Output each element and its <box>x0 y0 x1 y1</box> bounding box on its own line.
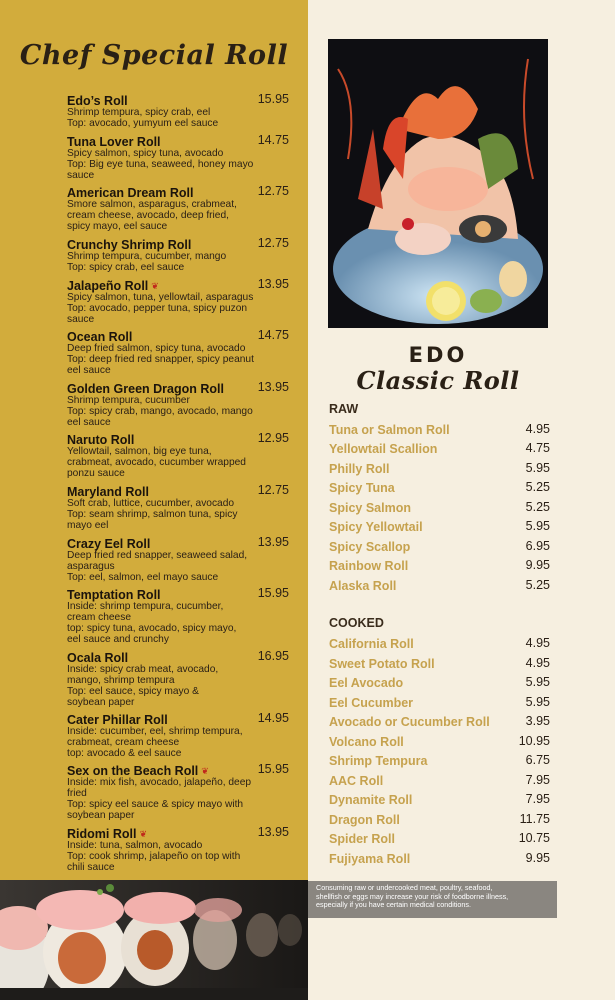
item-name: Fujiyama Roll <box>329 852 411 866</box>
menu-item <box>67 380 289 428</box>
item-price: 15.95 <box>257 762 289 776</box>
item-name: Shrimp Tempura <box>329 754 428 768</box>
item-description: Inside: mix fish, avocado, jalapeño, deep fried Top: spicy eel sauce & spicy mayo with soybean paper <box>67 777 252 821</box>
item-name: Volcano Roll <box>329 735 404 749</box>
item-name: Spicy Scallop <box>329 540 411 554</box>
item-description: Shrimp tempura, spicy crab, eel Top: avocado, yumyum eel sauce <box>67 107 219 129</box>
item-name: Eel Avocado <box>329 676 404 690</box>
item-name: Crunchy Shrimp Roll <box>67 238 192 252</box>
menu-item <box>67 328 289 376</box>
list-item <box>329 518 550 534</box>
item-price: 13.95 <box>257 277 289 291</box>
menu-item <box>67 133 289 181</box>
food-safety-disclaimer: Consuming raw or undercooked meat, poultry, seafood, shellfish or eggs may increase your risk of foodborne illness, especially if you have certain medical conditions. <box>308 881 557 918</box>
item-description: Inside: cucumber, eel, shrimp tempura, crabmeat, cream cheese top: avocado & eel sauce <box>67 726 243 759</box>
item-price: 6.75 <box>525 753 550 767</box>
list-item <box>329 713 550 729</box>
item-name: Philly Roll <box>329 462 390 476</box>
item-name: Spicy Yellowtail <box>329 520 423 534</box>
item-name: Dynamite Roll <box>329 793 413 807</box>
menu-item <box>67 762 289 821</box>
list-item <box>329 694 550 710</box>
item-name: American Dream Roll <box>67 186 194 200</box>
item-description: Deep fried red snapper, seaweed salad, asparagus Top: eel, salmon, eel mayo sauce <box>67 550 248 583</box>
item-price: 13.95 <box>257 535 289 549</box>
item-price: 4.95 <box>525 636 550 650</box>
item-price: 16.95 <box>257 649 289 663</box>
item-price: 5.95 <box>525 695 550 709</box>
item-price: 10.95 <box>518 734 550 748</box>
item-price: 4.95 <box>525 422 550 436</box>
chili-pepper-icon: ❦ <box>201 766 209 776</box>
item-price: 7.95 <box>525 773 550 787</box>
item-description: Inside: shrimp tempura, cucumber, cream cheese top: spicy tuna, avocado, spicy mayo, eel sauce and crunchy <box>67 601 237 645</box>
item-description: Inside: spicy crab meat, avocado, mango, shrimp tempura Top: eel sauce, spicy mayo & soybean paper <box>67 664 219 708</box>
item-name: Spicy Tuna <box>329 481 395 495</box>
list-item <box>329 499 550 515</box>
item-price: 3.95 <box>525 714 550 728</box>
menu-item <box>67 483 289 531</box>
menu-item <box>67 535 289 583</box>
item-description: Smore salmon, asparagus, crabmeat, cream cheese, avocado, deep fried, spicy mayo, eel sauce <box>67 199 237 232</box>
menu-item <box>67 431 289 479</box>
item-price: 5.95 <box>525 675 550 689</box>
item-name: Jalapeño Roll <box>67 279 149 293</box>
list-item <box>329 791 550 807</box>
item-price: 5.25 <box>525 500 550 514</box>
item-name: Sweet Potato Roll <box>329 657 435 671</box>
classic-roll-title: Classic Roll <box>356 366 520 395</box>
list-item <box>329 557 550 573</box>
list-item <box>329 440 550 456</box>
list-item <box>329 674 550 690</box>
item-name: Alaska Roll <box>329 579 397 593</box>
item-price: 11.75 <box>519 812 550 826</box>
sushi-roll-photo <box>0 880 308 1000</box>
menu-item <box>67 184 289 232</box>
item-name: Avocado or Cucumber Roll <box>329 715 490 729</box>
raw-heading: RAW <box>329 402 359 416</box>
list-item <box>329 655 550 671</box>
item-name: Naruto Roll <box>67 433 135 447</box>
item-price: 4.75 <box>525 441 550 455</box>
item-price: 9.95 <box>525 851 550 865</box>
item-price: 7.95 <box>525 792 550 806</box>
item-name: AAC Roll <box>329 774 384 788</box>
item-price: 10.75 <box>518 831 550 845</box>
item-price: 14.95 <box>257 711 289 725</box>
menu-item <box>67 711 289 759</box>
item-name: Yellowtail Scallion <box>329 442 438 456</box>
item-price: 6.95 <box>525 539 550 553</box>
menu-item <box>67 92 289 129</box>
item-description: Spicy salmon, tuna, yellowtail, asparagus Top: avocado, pepper tuna, spicy puzon sauce <box>67 292 254 325</box>
item-description: Spicy salmon, spicy tuna, avocado Top: Big eye tuna, seaweed, honey mayo sauce <box>67 148 254 181</box>
item-price: 4.95 <box>525 656 550 670</box>
item-price: 12.75 <box>257 184 289 198</box>
item-price: 12.75 <box>257 236 289 250</box>
item-name: Ocala Roll <box>67 651 129 665</box>
list-item <box>329 577 550 593</box>
item-price: 15.95 <box>257 92 289 106</box>
chili-pepper-icon: ❦ <box>139 829 147 839</box>
item-price: 12.95 <box>257 431 289 445</box>
item-name: California Roll <box>329 637 414 651</box>
list-item <box>329 460 550 476</box>
item-price: 5.95 <box>525 519 550 533</box>
menu-item <box>67 825 289 873</box>
list-item <box>329 772 550 788</box>
item-description: Inside: tuna, salmon, avocado Top: cook shrimp, jalapeño on top with chili sauce <box>67 840 241 873</box>
item-price: 13.95 <box>257 825 289 839</box>
item-description: Soft crab, luttice, cucumber, avocado Top: seam shrimp, salmon tuna, spicy mayo eel <box>67 498 238 531</box>
item-description: Shrimp tempura, cucumber Top: spicy crab, mango, avocado, mango eel sauce <box>67 395 253 428</box>
item-name: Edo’s Roll <box>67 94 128 108</box>
item-name: Sex on the Beach Roll <box>67 764 199 778</box>
menu-item <box>67 586 289 645</box>
item-price: 9.95 <box>525 558 550 572</box>
item-name: Dragon Roll <box>329 813 400 827</box>
item-name: Rainbow Roll <box>329 559 409 573</box>
item-name: Golden Green Dragon Roll <box>67 382 224 396</box>
list-item <box>329 752 550 768</box>
item-price: 14.75 <box>257 133 289 147</box>
item-price: 14.75 <box>257 328 289 342</box>
item-price: 15.95 <box>257 586 289 600</box>
item-name: Crazy Eel Roll <box>67 537 151 551</box>
item-price: 5.95 <box>525 461 550 475</box>
item-name: Tuna Lover Roll <box>67 135 161 149</box>
list-item <box>329 830 550 846</box>
chef-special-title: Chef Special Roll <box>19 40 289 71</box>
item-name: Maryland Roll <box>67 485 149 499</box>
item-price: 13.95 <box>257 380 289 394</box>
item-name: Spicy Salmon <box>329 501 411 515</box>
list-item <box>329 479 550 495</box>
list-item <box>329 635 550 651</box>
list-item <box>329 811 550 827</box>
menu-item <box>67 649 289 708</box>
item-name: Spider Roll <box>329 832 395 846</box>
item-name: Tuna or Salmon Roll <box>329 423 450 437</box>
item-description: Deep fried salmon, spicy tuna, avocado Top: deep fried red snapper, spicy peanut eel sauce <box>67 343 254 376</box>
item-description: Yellowtail, salmon, big eye tuna, crabmeat, avocado, cucumber wrapped ponzu sauce <box>67 446 246 479</box>
list-item <box>329 421 550 437</box>
item-price: 5.25 <box>525 578 550 592</box>
chili-pepper-icon: ❦ <box>151 281 159 291</box>
item-price: 5.25 <box>525 480 550 494</box>
list-item <box>329 850 550 866</box>
item-name: Ridomi Roll <box>67 827 137 841</box>
brand-name: EDO <box>408 343 468 367</box>
item-price: 12.75 <box>257 483 289 497</box>
list-item <box>329 733 550 749</box>
item-name: Eel Cucumber <box>329 696 414 710</box>
chef-special-panel <box>0 0 308 880</box>
menu-item <box>67 236 289 273</box>
list-item <box>329 538 550 554</box>
menu-item <box>67 277 289 325</box>
item-name: Temptation Roll <box>67 588 161 602</box>
item-description: Shrimp tempura, cucumber, mango Top: spicy crab, eel sauce <box>67 251 227 273</box>
item-name: Ocean Roll <box>67 330 133 344</box>
sashimi-platter-photo <box>328 39 548 328</box>
cooked-heading: COOKED <box>329 616 384 630</box>
item-name: Cater Phillar Roll <box>67 713 168 727</box>
